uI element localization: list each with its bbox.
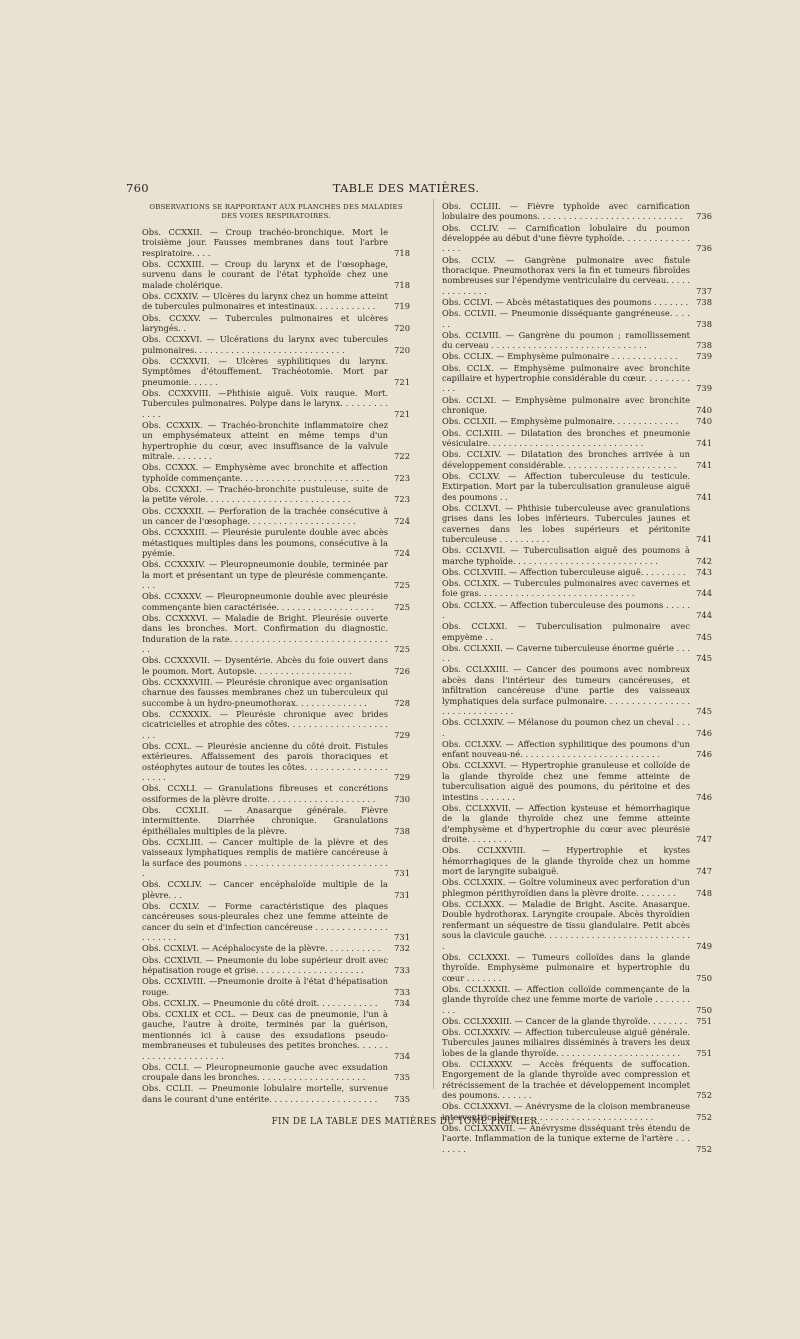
entry-text: Obs. CCXLVI. — Acéphalocyste de la plèvre. . . . . . . . . . . [142, 943, 381, 954]
entry-page-number: 729 [394, 772, 410, 783]
entry-page-number: 732 [394, 943, 410, 954]
entry-text: Obs. CCLVII. — Pneumonie disséquante gangréneuse. . . . . . [442, 308, 690, 329]
entry-page-number: 731 [394, 868, 410, 879]
toc-entry [142, 356, 410, 387]
entry-text: Obs. CCLXXIV. — Mélanose du poumon chez un cheval . . . . [442, 717, 690, 738]
toc-entry [442, 308, 712, 329]
entry-page-number: 740 [696, 405, 712, 416]
entry-text: Obs. CCLXIII. — Dilatation des bronches et pneumonie vésiculaire. . . . . . . . . . . . . . . . . . . . . . . . . . . . . . [442, 427, 690, 448]
toc-entry [142, 837, 410, 879]
entry-text: Obs. CCLXXXI. — Tumeurs colloïdes dans la glande thyroïde. Emphysème pulmonaire et hypertrophie du cœur . . . . . . . [442, 951, 690, 983]
entry-text: Obs. CCXXXV. — Pleuropneumonie double avec pleurésie commençante bien caractérisée. . . . . . . . . . . . . . . . . . . [142, 591, 388, 612]
toc-entry [442, 877, 712, 898]
entry-page-number: 738 [696, 297, 712, 308]
entry-page-number: 725 [394, 579, 410, 590]
toc-entry [142, 976, 410, 997]
entry-text: Obs. CCXXXIII. — Pleurésie purulente double avec abcès métastiques multiples dans les poumons, consécutive à la pyémie. [142, 527, 388, 558]
toc-entry [142, 506, 410, 527]
entry-text: Obs. CCXXXI. — Trachéo-bronchite pustuleuse, suite de la petite vérole. . . . . . . . . . . . . . . . . . . . . . . . . . . . [142, 483, 388, 505]
entry-page-number: 745 [696, 653, 712, 664]
toc-entry [142, 420, 410, 462]
entry-page-number: 751 [696, 1047, 712, 1058]
entry-page-number: 731 [394, 932, 410, 943]
entry-page-number: 738 [696, 318, 712, 329]
entry-page-number: 725 [394, 644, 410, 654]
toc-entry [142, 709, 410, 740]
entry-text: Obs. CCXXXVII. — Dysentérie. Abcès du foie ouvert dans le poumon. Mort. Autopsie. . . . . . . . . . . . . . . . . . . [142, 655, 388, 676]
toc-entry [142, 901, 410, 943]
entry-text: Obs. CCLXXXII. — Affection colloïde commençante de la glande thyroïde chez une femme morte de variole . . . . . . . . . . [442, 983, 690, 1015]
end-note: FIN DE LA TABLE DES MATIÈRES DU TOME PREMIER. [271, 1117, 541, 1127]
entry-page-number: 733 [394, 964, 410, 975]
entry-page-number: 746 [696, 791, 712, 802]
page-number: 760 [126, 181, 149, 195]
entry-page-number: 735 [394, 1093, 410, 1104]
entry-page-number: 723 [394, 494, 410, 505]
entry-text: Obs. CCXLV. — Forme caractéristique des plaques cancéreuses sous-pleurales chez une femme atteinte de cancer du sein et d'infection cancéreuse . . . . . . . . . . . . . . . . . . . . . [142, 900, 388, 943]
entry-page-number: 722 [394, 451, 410, 462]
toc-entry [442, 255, 712, 297]
toc-entry [442, 1016, 712, 1026]
entry-page-number: 752 [696, 1090, 712, 1101]
entry-text: Obs. CCLIV. — Carnification lobulaire du poumon développée au début d'une fièvre typhoïde. . . . . . . . . . . . . . . . . [442, 222, 690, 254]
entry-page-number: 741 [696, 459, 712, 470]
entry-text: Obs. CCXXXVI. — Maladie de Bright. Pleurésie ouverte dans les bronches. Mort. Confirmation du diagnostic. Induration de la rate. . . . . . . . . . . . . . . . . . . . . . . . . . . . . . . . [142, 612, 388, 654]
entry-page-number: 731 [394, 889, 410, 900]
entry-text: Obs. CCLXVI. — Phthisie tuberculeuse avec granulations grises dans les lobes inférieurs. Tubercules jaunes et cavernes dans les lobes supérieurs et péritonite tuberculeuse . . . . . . . . . . [442, 502, 690, 544]
entry-page-number: 720 [394, 344, 410, 355]
entry-page-number: 744 [696, 588, 712, 599]
entry-page-number: 738 [394, 825, 410, 836]
toc-entry [142, 943, 410, 953]
entry-text: Obs. CCLXXIII. — Cancer des poumons avec nombreux abcès dans l'intérieur des tumeurs cancéreuses, et infiltration cancéreuse d'une partie des vaisseaux lymphatiques dela surface pulmonaire. . . . . . . . . . . . . . . . . . . . . . . . . . . . . . [442, 664, 690, 717]
entry-text: Obs. CCXLIV. — Cancer encéphaloïde multiple de la plèvre. . . [142, 879, 388, 900]
entry-page-number: 741 [696, 533, 712, 544]
entry-text: Obs. CCLII. — Pneumonie lobulaire mortelle, survenue dans le courant d'une entérite. . . . . . . . . . . . . . . . . . . . . [142, 1083, 388, 1104]
entry-text: Obs. CCLXXI. — Tuberculisation pulmonaire avec empyème . . [442, 621, 690, 642]
toc-entry [142, 998, 410, 1008]
toc-entry [142, 805, 410, 836]
entry-text: Obs. CCXXV. — Tubercules pulmonaires et ulcères laryngés. . [142, 312, 388, 334]
entry-text: Obs. CCXXVII. — Ulcères syphilitiques du larynx. Symptômes d'étouffement. Trachéotomie. Mort par pneumonie. . . . . . [142, 355, 388, 387]
entry-page-number: 740 [696, 416, 712, 427]
entry-page-number: 724 [394, 515, 410, 526]
entry-page-number: 734 [394, 1050, 410, 1061]
entry-text: Obs. CCXLIII. — Cancer multiple de la plèvre et des vaisseaux lymphatiques remplis de matière cancéreuse à la surface des poumons . . . . . . . . . . . . . . . . . . . . . . . . . . . . [142, 836, 388, 879]
entry-page-number: 750 [696, 972, 712, 983]
toc-entry [142, 783, 410, 804]
entry-page-number: 738 [696, 340, 712, 351]
entry-page-number: 730 [394, 793, 410, 804]
toc-entry [442, 803, 712, 845]
toc-entry [442, 449, 712, 470]
entry-page-number: 746 [696, 749, 712, 760]
entry-page-number: 747 [696, 834, 712, 845]
entry-page-number: 746 [696, 727, 712, 738]
entry-text: Obs. CCLXXXIII. — Cancer de la glande thyroïde. . . . . . . . [442, 1015, 688, 1026]
entry-text: Obs. CCLXIX. — Tubercules pulmonaires avec cavernes et foie gras. . . . . . . . . . . . . . . . . . . . . . . . . . . . . . [442, 577, 690, 599]
entry-text: Obs. CCXXXIV. — Pleuropneumonie double, terminée par la mort et présentant un type de pleurésie commençante. . . . [142, 559, 388, 590]
entry-page-number: 745 [696, 706, 712, 717]
toc-entry [142, 527, 410, 558]
entry-text: Obs. CCXLII. — Anasarque générale. Fièvre intermittente. Diarrhée chronique. Granulations épithéliales multiples de la plèvre. [142, 804, 388, 836]
toc-entry [442, 899, 712, 951]
entry-text: Obs. CCLXXVII. — Affection kysteuse et hémorrhagique de la glande thyroïde chez une femme atteinte d'emphysème et d'hypertrophie du cœur avec pleurésie droite. . . . . . . . . [442, 802, 690, 845]
entry-page-number: 751 [696, 1015, 712, 1026]
entry-text: Obs. CCXLVIII. —Pneumonie droite à l'état d'hépatisation rouge. [142, 976, 388, 997]
entry-page-number: 749 [696, 940, 712, 951]
entry-text: Obs. CCXXXII. — Perforation de la trachée consécutive à un cancer de l'œsophage. . . . . . . . . . . . . . . . . . . . . [142, 505, 388, 526]
entry-text: Obs. CCXXXIX. — Pleurésie chronique avec brides cicatricielles et atrophie des côtes. . . . . . . . . . . . . . . . . . . . . . [142, 708, 388, 740]
entry-page-number: 741 [696, 437, 712, 448]
page-header [126, 181, 686, 195]
entry-text: Obs. CCLXXVI. — Hypertrophie granuleuse et colloïde de la glande thyroïde chez une femme atteinte de tuberculisation aiguë des poumons, du péritoine et des intestins . . . . . . . [442, 760, 690, 802]
entry-text: Obs. CCLXXII. — Caverne tuberculeuse énorme guérie . . . . . [442, 642, 690, 664]
entry-page-number: 725 [394, 601, 410, 612]
toc-entry [442, 223, 712, 254]
toc-entry [142, 559, 410, 590]
toc-entry [442, 330, 712, 351]
toc-entry [442, 621, 712, 642]
entry-page-number: 736 [696, 243, 712, 254]
entry-page-number: 723 [394, 472, 410, 483]
toc-entry [442, 416, 712, 426]
toc-entry [442, 395, 712, 416]
toc-entry [142, 613, 410, 655]
entry-text: Obs. CCLXXXV. — Accès fréquents de suffocation. Engorgement de la glande thyroïde avec compression et rétrécissement de la trachée et développement incomplet des poumons. . . . . . . [442, 1059, 690, 1101]
toc-entry [442, 600, 712, 621]
page-title: TABLE DES MATIÈRES. [332, 181, 480, 195]
entry-text: Obs. CCXLIX. — Pneumonie du côté droit. . . . . . . . . . . . [142, 997, 378, 1008]
right-column [442, 201, 712, 1154]
entry-page-number: 724 [394, 547, 410, 558]
toc-entry [142, 955, 410, 976]
toc-entry [442, 952, 712, 983]
toc-entry [442, 845, 712, 876]
entry-text: Obs. CCLXXXVII. — Anévrysme disséquant très étendu de l'aorte. Inflammation de la tunique externe de l'artère . . . . . . . . [442, 1123, 690, 1154]
entry-text: Obs. CCLXXVIII. — Hypertrophie et kystes hémorrhagiques de la glande thyroïde chez un homme mort de laryngite subaiguë. [442, 845, 690, 877]
toc-entry [442, 984, 712, 1015]
entry-text: Obs. CCLIII. — Fièvre typhoïde avec carnification lobulaire des poumons. . . . . . . . . . . . . . . . . . . . . . . . . . . . [442, 201, 690, 222]
toc-entry [142, 1062, 410, 1083]
toc-entry [442, 760, 712, 802]
toc-entry [142, 677, 410, 708]
toc-entry [142, 591, 410, 612]
toc-entry [442, 664, 712, 716]
entry-text: Obs. CCLX. — Emphysème pulmonaire avec bronchite capillaire et hypertrophie considérable du cœur. . . . . . . . . . . . [442, 362, 690, 394]
entry-page-number: 739 [696, 383, 712, 394]
entry-page-number: 718 [394, 247, 410, 258]
entry-page-number: 752 [696, 1143, 712, 1154]
toc-entry [142, 484, 410, 505]
left-column [142, 201, 410, 1104]
entry-text: Obs. CCXL. — Pleurésie ancienne du côté droit. Fistules extérieures. Affaissement des parois thoraciques et ostéophytes autour de toutes les côtes. . . . . . . . . . . . . . . . . . . . . [142, 740, 388, 783]
toc-entry [142, 334, 410, 355]
toc-entry [442, 1059, 712, 1101]
toc-entry [442, 643, 712, 664]
entry-text: Obs. CCXXII. — Croup trachéo-bronchique. Mort le troisième jour. Fausses membranes dans tout l'arbre respiratoire. . . . [142, 227, 388, 258]
toc-entry [142, 655, 410, 676]
entry-text: Obs. CCLIX. — Emphysème pulmonaire . . . . . . . . . . . . . [442, 351, 678, 362]
toc-entry [442, 297, 712, 307]
entry-text: Obs. CCLXXX. — Maladie de Bright. Ascite. Anasarque. Double hydrothorax. Laryngite croupale. Abcès thyroïdien renfermant un séquestre de tissu glandulaire. Petit abcès sous la clavicule gauche. . . . . . . . . . . . . . . . . . . . . . . . . . . . . [442, 898, 690, 951]
entry-text: Obs. CCXLIX et CCL. — Deux cas de pneumonie, l'un à gauche, l'autre à droite, terminés par la guérison, mentionnés ici à cause des exsudations pseudo-membraneuses et tubuleuses des petites bronches. . . . . . . . . . . . . . . . . . . . . . [142, 1008, 388, 1061]
toc-entry [142, 259, 410, 290]
entry-text: Obs. CCLXVIII. — Affection tuberculeuse aiguë. . . . . . . . . [442, 566, 686, 577]
entry-page-number: 718 [394, 279, 410, 290]
entry-page-number: 737 [696, 285, 712, 296]
entry-page-number: 742 [696, 555, 712, 566]
entry-page-number: 720 [394, 323, 410, 334]
toc-entry [442, 363, 712, 394]
toc-entry [142, 227, 410, 258]
toc-entry [442, 717, 712, 738]
column-divider [433, 199, 434, 1089]
entry-page-number: 734 [394, 997, 410, 1008]
entry-text: Obs. CCLXXXVI. — Anévrysme de la cloison membraneuse interventriculaire . . . . . . . . . . . . . . . . . . . . . . . . . . [442, 1101, 690, 1122]
toc-entry [442, 428, 712, 449]
toc-entry [142, 462, 410, 483]
entry-text: Obs. CCXLI. — Granulations fibreuses et concrétions ossiformes de la plèvre droite. . . . . . . . . . . . . . . . . . . . . [142, 783, 388, 804]
entry-page-number: 745 [696, 631, 712, 642]
entry-page-number: 739 [696, 351, 712, 362]
entry-text: Obs. CCXXIII. — Croup du larynx et de l'œsophage, survenu dans le courant de l'état typhoïde chez une malade cholérique. [142, 259, 388, 290]
entry-page-number: 719 [394, 301, 410, 312]
entry-text: Obs. CCXLVII. — Pneumonie du lobe supérieur droit avec hépatisation rouge et grise. . . . . . . . . . . . . . . . . . . . . [142, 954, 388, 975]
entry-text: Obs. CCXXXVIII. — Pleurésie chronique avec organisation charnue des fausses membranes chez un tuberculeux qui succombe à un hydro-pneumothorax. . . . . . . . . . . . . . [142, 676, 388, 708]
toc-entry [442, 351, 712, 361]
entry-text: Obs. CCLXXV. — Affection syphilitique des poumons d'un enfant nouveau-né. . . . . . . . . . . . . . . . . . . . . . . . . . . [442, 738, 690, 760]
entry-page-number: 721 [394, 376, 410, 387]
toc-entry [442, 1123, 712, 1154]
entry-text: Obs. CCLXII. — Emphysème pulmonaire. . . . . . . . . . . . . [442, 416, 679, 427]
entry-text: Obs. CCLXI. — Emphysème pulmonaire avec bronchite chronique. [442, 394, 690, 416]
toc-entry [442, 567, 712, 577]
toc-entry [442, 471, 712, 502]
toc-entry [442, 739, 712, 760]
entry-text: Obs. CCXXIX. — Trachéo-bronchite inflammatoire chez un emphysémateux atteint en même temps d'un hypertrophie du cœur, avec insuffisance de la valvule mitrale. . . . . . . . [142, 419, 388, 462]
toc-entry [442, 1027, 712, 1058]
entry-text: Obs. CCLV. — Gangrène pulmonaire avec fistule thoracique. Pneumothorax vers la fin et tumeurs fibroïdes nombreuses sur l'épendyme ventriculaire du cerveau. . . . . . . . . . . . . . [442, 254, 690, 296]
entry-page-number: 747 [696, 866, 712, 877]
toc-entry [142, 388, 410, 419]
entry-text: Obs. CCLVI. — Abcès métastatiques des poumons . . . . . . . [442, 297, 689, 308]
toc-entry [142, 741, 410, 783]
entry-page-number: 750 [696, 1004, 712, 1015]
toc-entry [442, 503, 712, 545]
entry-page-number: 748 [696, 887, 712, 898]
toc-entry [442, 545, 712, 566]
entry-page-number: 721 [394, 408, 410, 419]
entry-page-number: 736 [696, 211, 712, 222]
entry-page-number: 726 [394, 665, 410, 676]
entry-text: Obs. CCLXVII. — Tuberculisation aiguë des poumons à marche typhoïde. . . . . . . . . . . . . . . . . . . . . . . . . . . . [442, 545, 690, 566]
entry-text: Obs. CCXXIV. — Ulcères du larynx chez un homme atteint de tubercules pulmonaires et intestinaux. . . . . . . . . . . . [142, 291, 388, 312]
entry-text: Obs. CCLVIII. — Gangrène du poumon ; ramollissement du cerveau . . . . . . . . . . . . . . . . . . . . . . . . . . . . . . [442, 329, 690, 351]
entry-page-number: 744 [696, 609, 712, 620]
entry-page-number: 728 [394, 697, 410, 708]
entry-page-number: 752 [696, 1111, 712, 1122]
toc-entry [142, 1083, 410, 1104]
toc-entry [142, 291, 410, 312]
entry-text: Obs. CCLXX. — Affection tuberculeuse des poumons . . . . . . [442, 599, 690, 620]
entry-page-number: 741 [696, 491, 712, 502]
entry-text: Obs. CCLXXIX. — Goître volumineux avec perforation d'un phlegmon périthyroïdien dans la plèvre droite. . . . . . . . [442, 877, 690, 898]
entry-page-number: 735 [394, 1072, 410, 1083]
toc-entry [442, 578, 712, 599]
entry-text: Obs. CCLI. — Pleuropneumonie gauche avec exsudation croupale dans les bronches. . . . . . . . . . . . . . . . . . . . . [142, 1061, 388, 1083]
entry-page-number: 729 [394, 729, 410, 740]
toc-entry [142, 313, 410, 334]
entry-page-number: 743 [696, 566, 712, 577]
entry-page-number: 733 [394, 986, 410, 997]
entry-text: Obs. CCXXX. — Emphysème avec bronchite et affection typhoïde commençante. . . . . . . . . . . . . . . . . . . . . . . . . [142, 462, 388, 483]
toc-entry [442, 201, 712, 222]
entry-text: Obs. CCLXXXIV. — Affection tuberculeuse aiguë générale. Tubercules jaunes miliaires disséminés à travers les deux lobes de la glande thyroïde. . . . . . . . . . . . . . . . . . . . . . . . [442, 1026, 690, 1058]
entry-text: Obs. CCLXIV. — Dilatation des bronches arrivée à un développement considérable. . . . . . . . . . . . . . . . . . . . . . [442, 449, 690, 470]
entry-text: Obs. CCXXVI. — Ulcérations du larynx avec tubercules pulmonaires. . . . . . . . . . . . . . . . . . . . . . . . . . . . . [142, 334, 388, 355]
entry-text: Obs. CCXXVIII. —Phthisie aiguë. Voix rauque. Mort. Tubercules pulmonaires. Polype dans le larynx. . . . . . . . . . . . . [142, 387, 388, 419]
toc-entry [142, 879, 410, 900]
section-heading: OBSERVATIONS SE RAPPORTANT AUX PLANCHES DES MALADIES DES VOIES RESPIRATOIRES. [149, 203, 403, 220]
toc-entry [142, 1009, 410, 1061]
entry-text: Obs. CCLXV. — Affection tuberculeuse du testicule. Extirpation. Mort par la tuberculisation granuleuse aiguë des poumons . . [442, 470, 690, 502]
